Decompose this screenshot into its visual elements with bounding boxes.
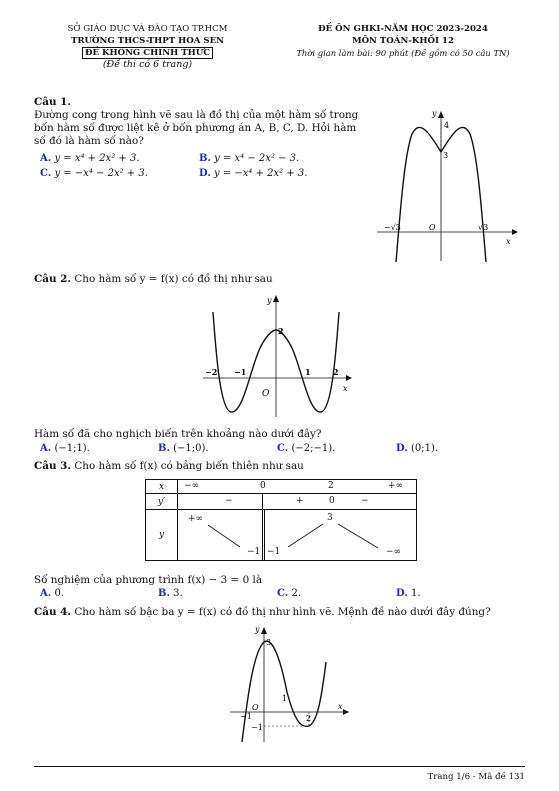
exam-duration: Thời gian làm bài: 90 phút (Đề gồm có 50 câu TN) xyxy=(296,48,510,58)
bbt-yprime-row xyxy=(178,494,417,510)
q4-graph xyxy=(225,622,355,747)
q1-tick-sqrt3: √3 xyxy=(478,223,489,232)
q3-option-b[interactable]: B. 3. xyxy=(158,588,183,599)
q4-text: Cho hàm số bậc ba y = f(x) có đồ thị như hình vẽ. Mệnh đề nào dưới đây đúng? xyxy=(74,606,491,618)
bbt-sign-plus: + xyxy=(296,496,304,506)
footer-rule xyxy=(34,766,525,767)
question-4 xyxy=(34,606,534,619)
bbt-arrows xyxy=(178,510,416,561)
q1-tick-4: 4 xyxy=(444,121,450,130)
page-footer: Trang 1/6 - Mã đề 131 xyxy=(427,772,525,782)
q2-tick-2: 2 xyxy=(333,367,339,377)
bbt-x-header: x xyxy=(146,480,178,494)
q4-y-label: y xyxy=(255,625,260,634)
subject: MÔN TOÁN-KHỐI 12 xyxy=(352,36,454,46)
q3-option-a[interactable]: A. 0. xyxy=(40,588,64,599)
q4-origin: O xyxy=(252,703,259,712)
bbt-x-pos-inf: +∞ xyxy=(388,481,404,491)
bbt-y-pos-inf: +∞ xyxy=(188,514,204,524)
q2-option-d[interactable]: D. (0;1). xyxy=(396,443,439,454)
q1-option-a[interactable]: A. y = x⁴ + 2x² + 3. xyxy=(40,153,140,164)
q2-origin: O xyxy=(262,389,270,399)
q1-y-arrow xyxy=(438,111,444,118)
q4-tick-3: 3 xyxy=(266,638,272,647)
q2-tick-m2: −2 xyxy=(205,367,218,377)
q2-option-c[interactable]: C. (−2;−1). xyxy=(277,443,336,454)
q2-label: Câu 2. xyxy=(34,273,72,285)
q4-x-label: x xyxy=(338,702,343,711)
q2-tick-y2: 2 xyxy=(278,326,284,336)
bbt-x-2: 2 xyxy=(328,481,334,491)
q1-label: Câu 1. xyxy=(34,96,72,108)
q3-label: Câu 3. xyxy=(34,460,72,472)
bbt-y-left-limit: −1 xyxy=(247,547,261,557)
bbt-y-max: 3 xyxy=(327,513,333,523)
page-count: (Đề thi có 6 trang) xyxy=(102,59,193,70)
q1-text-line3: số đó là hàm số nào? xyxy=(34,135,144,147)
bbt-sign-minus-2: − xyxy=(361,496,369,506)
question-2 xyxy=(34,273,454,286)
q3-option-d[interactable]: D. 1. xyxy=(396,588,421,599)
bbt-arrow-down-1 xyxy=(208,525,240,547)
q4-y-arrow xyxy=(261,627,267,634)
bbt-y-neg-inf: −∞ xyxy=(386,547,402,557)
q2-y-label: y xyxy=(267,296,272,305)
q2-option-a[interactable]: A. (−1;1). xyxy=(40,443,90,454)
q1-x-arrow xyxy=(512,229,518,235)
q4-x-arrow xyxy=(343,709,349,715)
q1-origin: O xyxy=(429,223,436,232)
q2-x-arrow xyxy=(346,375,352,381)
bbt-x-0: 0 xyxy=(260,481,266,491)
bbt-arrow-up xyxy=(288,524,323,547)
q1-text-line1: Đường cong trong hình vẽ sau là đồ thị của một hàm số trong xyxy=(34,109,359,121)
dept-name: SỞ GIÁO DỤC VÀ ĐÀO TẠO TP.HCM xyxy=(67,24,228,34)
bbt-x-row xyxy=(178,480,417,494)
bbt-y-right-limit: −1 xyxy=(267,547,281,557)
question-3 xyxy=(34,460,454,473)
q2-tick-m1: −1 xyxy=(234,367,247,377)
q4-tick-2: 2 xyxy=(306,714,312,723)
q1-y-label: y xyxy=(432,109,437,118)
bbt-sign-minus-1: − xyxy=(225,496,233,506)
q4-tick-1: 1 xyxy=(282,694,288,703)
bbt-y-header: y xyxy=(146,510,178,561)
q2-tick-1: 1 xyxy=(305,367,311,377)
q2-text: Cho hàm số y = f(x) có đồ thị như sau xyxy=(74,273,273,285)
q2-option-b[interactable]: B. (−1;0). xyxy=(158,443,209,454)
q1-option-b[interactable]: B. y = x⁴ − 2x² − 3. xyxy=(199,153,300,164)
bbt-x-neg-inf: −∞ xyxy=(184,481,200,491)
q2-y-arrow xyxy=(273,295,279,302)
school-name: TRƯỜNG THCS-THPT HOA SEN xyxy=(71,36,224,46)
header-right xyxy=(268,23,538,59)
bbt-y-row xyxy=(178,510,417,561)
q1-tick-3: 3 xyxy=(443,151,449,160)
bbt-arrow-down-2 xyxy=(338,524,378,548)
q4-tick-m1x: −1 xyxy=(240,712,252,721)
q1-option-c[interactable]: C. y = −x⁴ − 2x² + 3. xyxy=(40,168,148,179)
exam-title: ĐỀ ÔN GHKI-NĂM HỌC 2023-2024 xyxy=(318,24,488,34)
q3-variation-table xyxy=(145,479,417,561)
unofficial-tag: ĐỀ KHÔNG CHÍNH THỨC xyxy=(40,47,255,59)
question-1 xyxy=(34,96,374,148)
bbt-zero: 0 xyxy=(329,496,335,506)
header-left xyxy=(40,23,255,71)
q4-tick-m1y: −1 xyxy=(251,723,263,732)
bbt-yprime-header: y′ xyxy=(146,494,178,510)
q1-tick-neg-sqrt3: −√3 xyxy=(384,223,401,232)
q1-x-label: x xyxy=(506,237,511,246)
q2-question: Hàm số đã cho nghịch biến trên khoảng nào dưới đây? xyxy=(34,428,322,440)
bbt-divider-yprime xyxy=(262,493,263,510)
q1-text-line2: bốn hàm số được liệt kê ở bốn phương án A, B, C, D. Hỏi hàm xyxy=(34,122,357,134)
q3-option-c[interactable]: C. 2. xyxy=(277,588,301,599)
q2-x-label: x xyxy=(343,384,348,393)
q1-option-d[interactable]: D. y = −x⁴ + 2x² + 3. xyxy=(199,168,308,179)
q3-text: Cho hàm số f(x) có bảng biến thiên như sau xyxy=(74,460,304,472)
q3-question: Số nghiệm của phương trình f(x) − 3 = 0 là xyxy=(34,574,263,586)
q4-label: Câu 4. xyxy=(34,606,72,618)
q2-graph xyxy=(198,292,358,422)
q1-graph xyxy=(372,106,522,266)
